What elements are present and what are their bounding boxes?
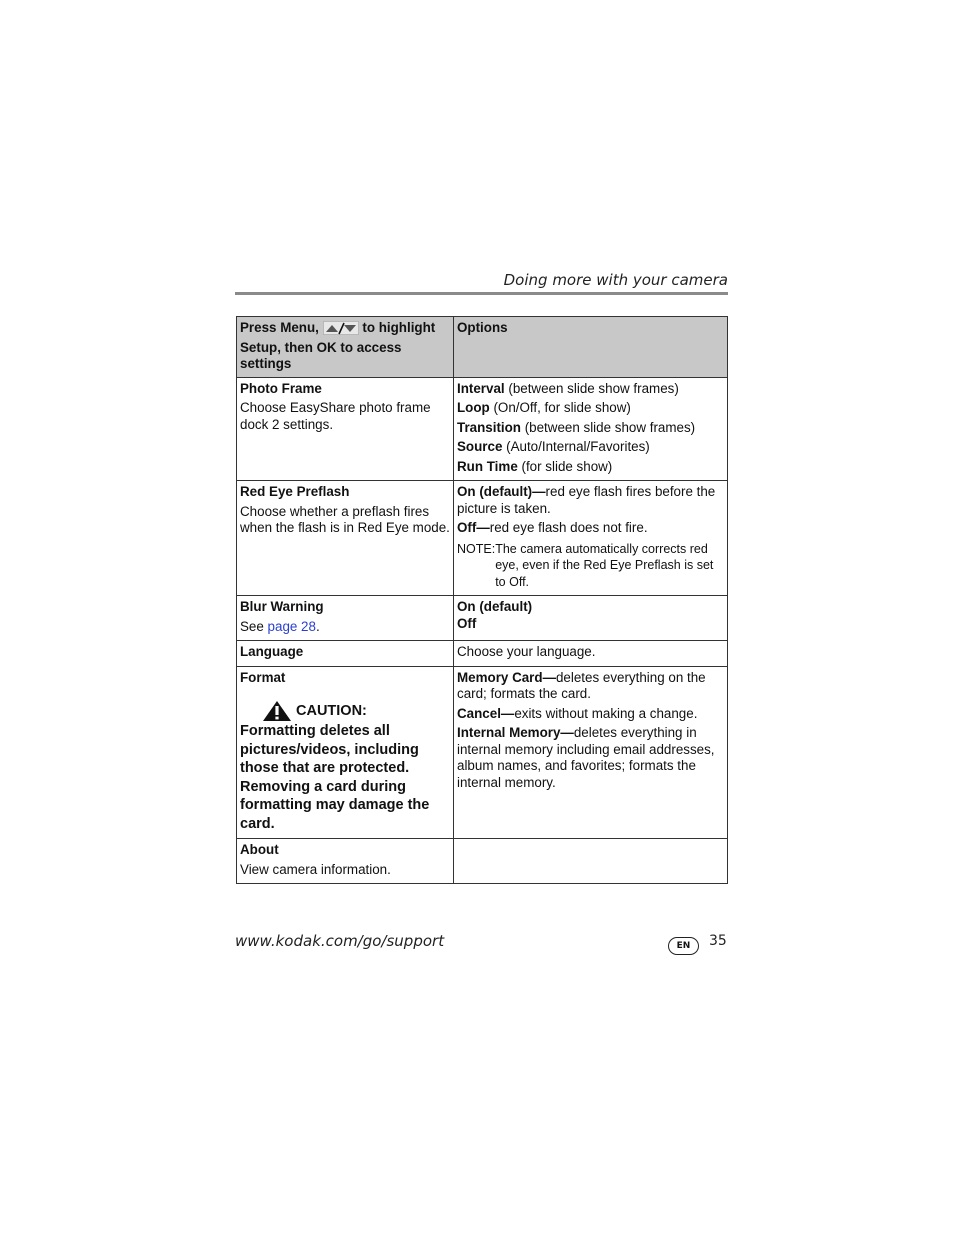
option-red-eye-on: On (default)—red eye flash fires before the picture is taken. [457,484,716,516]
note-label: NOTE: [457,541,496,556]
setting-title-photo-frame: Photo Frame [240,380,322,396]
option-transition: Transition (between slide show frames) [457,419,696,435]
option-internal-memory: Internal Memory—deletes everything in internal memory including email addresses, album names, and favorites; formats the internal memory. [457,725,715,790]
option-cancel: Cancel—exits without making a change. [457,705,698,721]
page-28-link[interactable]: page 28 [267,618,316,634]
header-col-options: Options [454,317,728,378]
page-header-title: Doing more with your camera [503,271,728,289]
setting-desc-blur: See page 28. [240,618,320,634]
caution-text: Formatting deletes all pictures/videos, including those that are protected. Removing a card during formatting may damage the card. [240,723,430,832]
option-blur-off: Off [457,615,477,631]
up-down-arrow-icon [323,321,359,340]
option-blur-on: On (default) [457,599,533,614]
setting-title-language: Language [237,641,454,667]
caution-title: CAUTION: [296,702,367,719]
header-col1-suffix: to highlight Setup, then OK to access settings [240,320,436,371]
table-header-row [237,317,728,378]
setting-title-blur: Blur Warning [240,599,324,614]
option-source: Source (Auto/Internal/Favorites) [457,439,650,454]
table-row-blur-warning [237,596,728,641]
table-row-photo-frame [237,377,728,481]
table-row-format [237,666,728,839]
header-col-settings [237,317,454,378]
setting-title-about: About [240,842,279,857]
footer-url: www.kodak.com/go/support [235,932,445,950]
option-run-time: Run Time (for slide show) [457,458,613,474]
setting-title-red-eye: Red Eye Preflash [240,484,350,499]
table-row-red-eye-preflash [237,481,728,596]
table-row-language [237,641,728,667]
setting-title-format: Format [240,669,286,685]
table-row-about [237,839,728,884]
setting-desc-about: View camera information. [240,861,391,877]
header-col1-prefix: Press Menu, [240,320,319,335]
language-badge: EN [668,937,699,955]
option-memory-card: Memory Card—deletes everything on the card; formats the card. [457,669,706,701]
setting-desc-red-eye: Choose whether a preflash fires when the flash is in Red Eye mode. [240,503,450,535]
note-red-eye [457,541,724,591]
caution-block [240,700,450,833]
note-text: The camera automatically corrects red eye, even if the Red Eye Preflash is set to Off. [495,541,714,589]
settings-table [236,316,728,884]
setting-desc-photo-frame: Choose EasyShare photo frame dock 2 settings. [240,400,431,432]
header-rule [235,292,728,295]
option-about-empty [454,839,728,884]
option-interval: Interval (between slide show frames) [457,380,679,396]
page-number: 35 [709,933,727,949]
option-loop: Loop (On/Off, for slide show) [457,400,631,415]
warning-triangle-icon [262,700,292,722]
option-red-eye-off: Off—red eye flash does not fire. [457,520,648,535]
option-language: Choose your language. [454,641,728,667]
